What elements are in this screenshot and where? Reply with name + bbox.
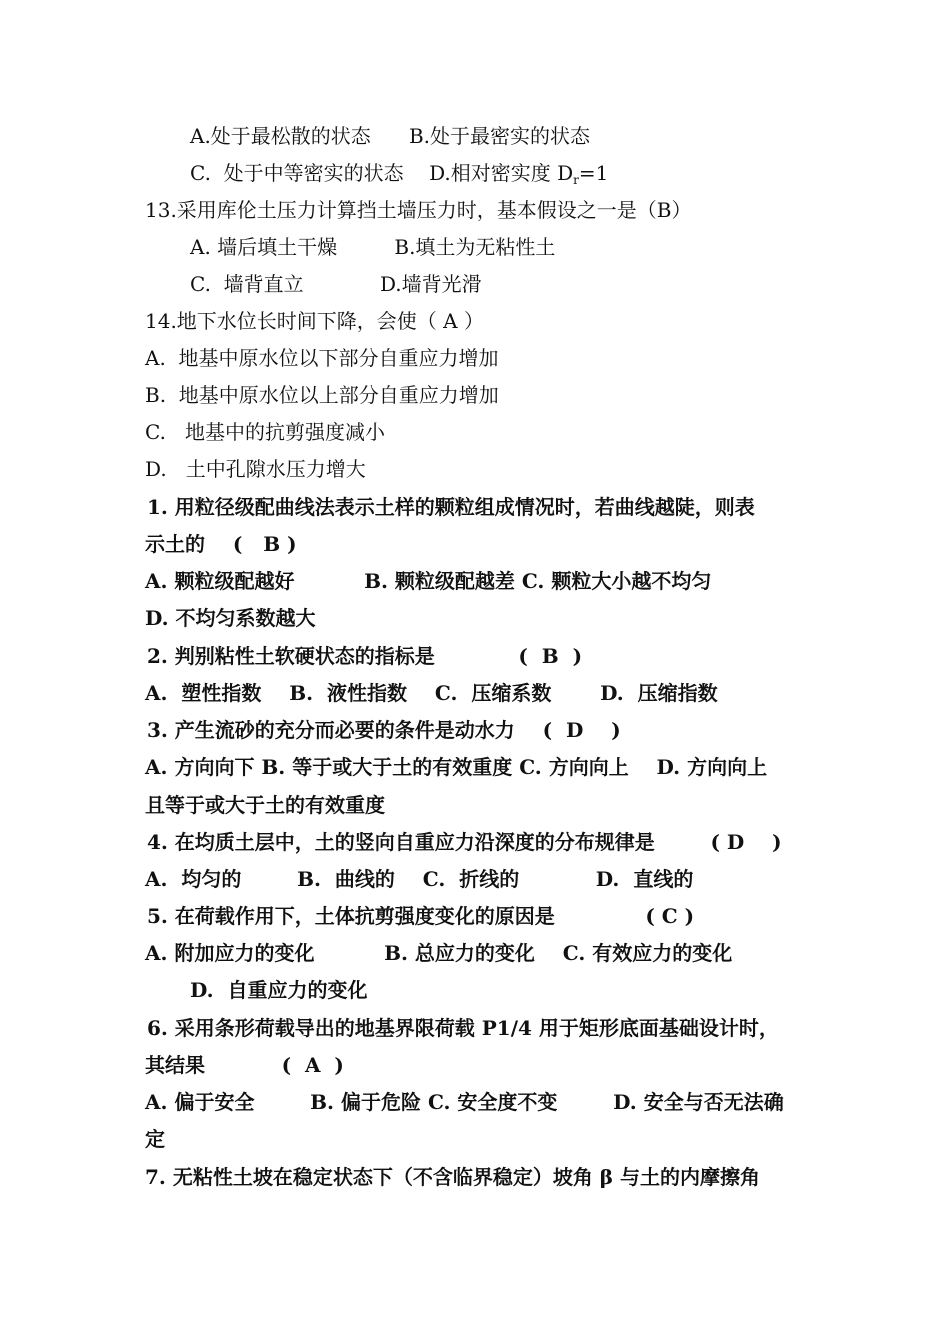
question-3: 3. 产生流砂的充分而必要的条件是动水力 ( D )	[140, 718, 621, 742]
subscript-r: r	[573, 173, 579, 187]
question-14-option-a: A. 地基中原水位以下部分自重应力增加	[145, 346, 499, 370]
question-6-options-cont: 定	[145, 1127, 165, 1151]
question-4: 4. 在均质土层中，土的竖向自重应力沿深度的分布规律是 ( D )	[140, 830, 782, 854]
question-1-option-d: D. 不均匀系数越大	[145, 606, 316, 630]
question-3-options: A. 方向向下 B. 等于或大于土的有效重度 C. 方向向上 D. 方向向上	[145, 755, 768, 779]
option-text-tail: =1	[578, 161, 609, 185]
question-14: 14.地下水位长时间下降，会使（ A ）	[145, 309, 484, 333]
option-text: C. 处于中等密实的状态 D.相对密实度 D	[190, 161, 574, 185]
question-1: 1. 用粒径级配曲线法表示土样的颗粒组成情况时，若曲线越陡，则表	[140, 495, 755, 519]
question-2: 2. 判别粘性土软硬状态的指标是 ( B )	[140, 644, 583, 668]
question-4-options: A. 均匀的 B. 曲线的 C. 折线的 D. 直线的	[145, 867, 694, 891]
question-13-options-cd: C. 墙背直立 D.墙背光滑	[190, 272, 482, 296]
question-6: 6. 采用条形荷载导出的地基界限荷载 P1/4 用于矩形底面基础设计时，	[140, 1016, 779, 1040]
question-5-option-d: D. 自重应力的变化	[190, 978, 368, 1002]
question-13: 13.采用库伦土压力计算挡土墙压力时，基本假设之一是（B）	[145, 198, 692, 222]
question-14-option-b: B. 地基中原水位以上部分自重应力增加	[145, 383, 499, 407]
question-7: 7. 无粘性土坡在稳定状态下（不含临界稳定）坡角 β 与土的内摩擦角	[145, 1165, 761, 1189]
option-line-c-d	[190, 160, 608, 193]
option-line-a-b: A.处于最松散的状态 B.处于最密实的状态	[190, 124, 590, 148]
question-1-cont: 示土的 ( B )	[145, 532, 297, 556]
question-5-options-abc: A. 附加应力的变化 B. 总应力的变化 C. 有效应力的变化	[145, 941, 733, 965]
question-5: 5. 在荷载作用下，土体抗剪强度变化的原因是 ( C )	[140, 904, 695, 928]
question-14-option-c: C. 地基中的抗剪强度减小	[145, 420, 386, 444]
question-13-options-ab: A. 墙后填土干燥 B.填土为无粘性土	[190, 235, 556, 259]
question-2-options: A. 塑性指数 B. 液性指数 C. 压缩系数 D. 压缩指数	[145, 681, 718, 705]
question-14-option-d: D. 土中孔隙水压力增大	[145, 457, 366, 481]
question-1-options-abc: A. 颗粒级配越好 B. 颗粒级配越差 C. 颗粒大小越不均匀	[145, 569, 712, 593]
question-3-options-cont: 且等于或大于土的有效重度	[145, 793, 385, 817]
question-6-options: A. 偏于安全 B. 偏于危险 C. 安全度不变 D. 安全与否无法确	[145, 1090, 784, 1114]
question-6-cont: 其结果 ( A )	[145, 1053, 344, 1077]
